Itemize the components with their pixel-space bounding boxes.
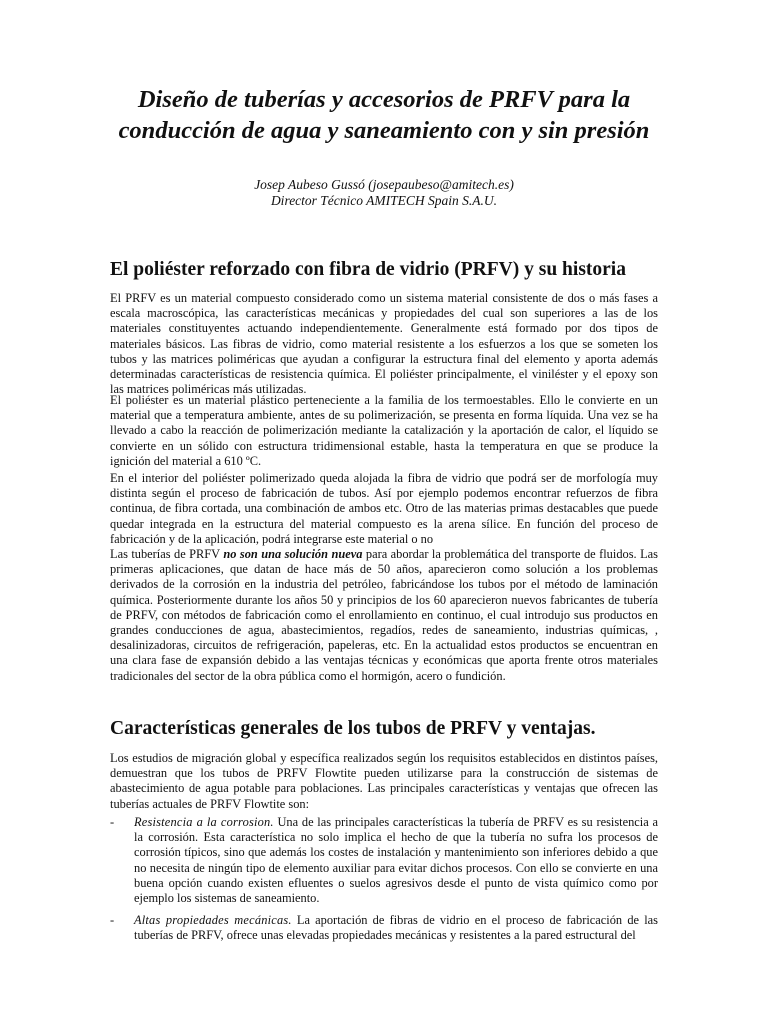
author-block bbox=[110, 177, 658, 209]
paragraph bbox=[110, 393, 658, 469]
paragraph-text bbox=[110, 547, 658, 684]
list-dash: - bbox=[110, 815, 115, 829]
paragraph-text: El PRFV es un material compuesto considerado como un sistema material consistente de dos o más fases a escala macroscópica, las características mecánicas y propiedades del cual son superiores a las de los materiales constituyentes actuando independientemente. Generalmente está formado por dos tipos de materiales básicos. Las fibras de vidrio, como material resistente a los esfuerzos a los que se someten los tubos y las matrices poliméricas que ayudan a configurar la estructura final del elemento y aporta además determinadas características de resistencia química. El poliéster principalmente, el viniléster y el epoxy son las matrices poliméricas más utilizadas. bbox=[110, 291, 658, 397]
paragraph bbox=[110, 751, 658, 812]
paragraph-text: El poliéster es un material plástico perteneciente a la familia de los termoestables. Ello le convierte en un material que a temperatura ambiente, antes de su polimerización, se presenta en forma líquida. Una vez se ha llevado a cabo la reacción de polimerización mediante la catalización y la aportación de calor, el líquido se convierte en un sólido con estructura tridimensional estable, hasta la temperatura en que se produce la ignición del material a 610 ºC. bbox=[110, 393, 658, 468]
author-role-line: Director Técnico AMITECH Spain S.A.U. bbox=[270, 193, 498, 208]
document-title: Diseño de tuberías y accesorios de PRFV para la conducción de agua y saneamiento con y sin presión bbox=[118, 86, 650, 144]
list-dash: - bbox=[110, 913, 115, 928]
paragraph-text-start: Las tuberías de PRFV bbox=[110, 547, 224, 561]
paragraph bbox=[110, 471, 658, 547]
paragraph-text: Los estudios de migración global y específica realizados según los requisitos establecidos en distintos países, demuestran que los tubos de PRFV Flowtite pueden utilizarse para la construcción de sistemas de abastecimiento de agua potable para poblaciones. Las principales características y ventajas que ofrecen las tuberías actuales de PRFV Flowtite son: bbox=[110, 751, 658, 811]
list-item bbox=[110, 815, 658, 906]
paragraph bbox=[110, 291, 658, 397]
advantages-list bbox=[110, 815, 658, 951]
section-heading-historia: El poliéster reforzado con fibra de vidrio (PRFV) y su historia bbox=[110, 259, 626, 280]
list-item-text: Una de las principales características la tubería de PRFV es su resistencia a la corrosión. Esta característica no solo implica el hecho de que la tubería no sufra los procesos de corrosión típicos, sino que además los costes de instalación y mantenimiento son inferiores debido a que no necesita de ningún tipo de elemento auxiliar para evitar dichos procesos. Con ello se convierte en una buena opción cuando existen efluentes o suelos agresivos desde el punto de vista químico como por ejemplo los sistemas de saneamiento. bbox=[134, 815, 658, 906]
list-item-lead: Altas propiedades mecánicas. bbox=[134, 913, 292, 928]
paragraph-text: En el interior del poliéster polimerizado queda alojada la fibra de vidrio que podrá ser de morfología muy distinta según el proceso de fabricación de tubos. Así por ejemplo podemos encontrar refuerzos de fibra continua, de fibra cortada, una combinación de ambos etc. Otro de las materias primas destacables que puede quedar integrada en la estructura del material compuesto es la arena sílice. En función del proceso de fabricación y de la aplicación, podrá integrarse este material o no bbox=[110, 471, 658, 546]
list-item bbox=[110, 913, 658, 943]
paragraph bbox=[110, 547, 658, 684]
list-item-lead: Resistencia a la corrosion. bbox=[134, 815, 274, 829]
paragraph-text-end: para abordar la problemática del transporte de fluidos. Las primeras aplicaciones, que datan de hace más de 50 años, aparecieron como solución a los problemas derivados de la corrosión en la industria del petróleo, fabricándose los tubos por el método de laminación química. Posteriormente durante los años 50 y principios de los 60 aparecieron nuevos fabricantes de tubería de PRFV, con métodos de fabricación como el enrollamiento en continuo, el cual introdujo sus productos en grandes conducciones de agua, abastecimientos, regadíos, redes de saneamiento, industrias químicas, , desalinizadoras, circuitos de refrigeración, papeleras, etc. En la actualidad estos productos se encuentran en una clara fase de expansión debido a las ventajas técnicas y económicas que aporta frente otros materiales tradicionales del sector de la obra pública como el hormigón, acero o fundición. bbox=[110, 547, 658, 683]
section-heading-caracteristicas: Características generales de los tubos de PRFV y ventajas. bbox=[110, 718, 596, 739]
author-line: Josep Aubeso Gussó (josepaubeso@amitech.es) bbox=[254, 177, 514, 192]
emphasis-text: no son una solución nueva bbox=[223, 547, 363, 561]
list-item-text: La aportación de fibras de vidrio en el proceso de fabricación de las tuberías de PRFV, ofrece unas elevadas propiedades mecánicas y resistentes a la pared estructural del bbox=[134, 913, 658, 943]
